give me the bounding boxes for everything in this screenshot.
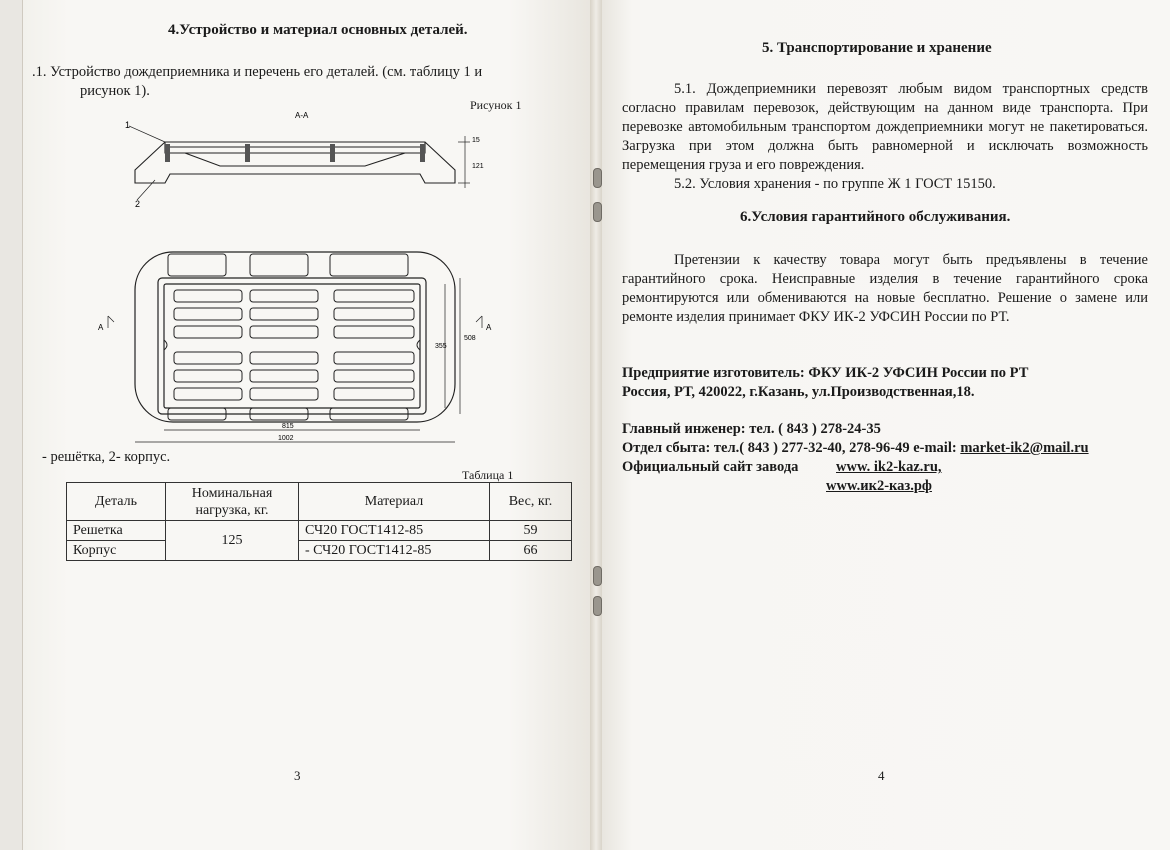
intro-line-1: .1. Устройство дождеприемника и перечень его деталей. (см. таблицу 1 и xyxy=(32,64,483,80)
plan-drawing xyxy=(90,248,510,448)
spec-table xyxy=(66,482,572,561)
left-heading: 4.Устройство и материал основных деталей. xyxy=(168,22,468,38)
figure-legend: - решётка, 2- корпус. xyxy=(42,449,171,465)
header-part: Деталь xyxy=(67,483,166,521)
site-label: Официальный сайт завода xyxy=(622,459,799,475)
dim-top-1: 15 xyxy=(472,137,480,144)
table-header-row xyxy=(67,483,572,521)
maker-line-1: Предприятие изготовитель: ФКУ ИК-2 УФСИН России по РТ xyxy=(622,365,1029,381)
heading-warranty: 6.Условия гарантийного обслуживания. xyxy=(740,209,1011,225)
book-spine xyxy=(590,0,602,850)
header-weight: Вес, кг. xyxy=(490,483,572,521)
paragraph-5-2: 5.2. Условия хранения - по группе Ж 1 ГОСТ 15150. xyxy=(674,176,996,192)
maker-line-2: Россия, РТ, 420022, г.Казань, ул.Производственная,18. xyxy=(622,384,975,400)
cell-weight: 59 xyxy=(490,521,572,541)
frame-outline xyxy=(135,252,455,422)
cell-material: - СЧ20 ГОСТ1412-85 xyxy=(299,541,490,561)
dim-top-2: 121 xyxy=(472,163,484,170)
cell-part: Решетка xyxy=(67,521,166,541)
cell-material: СЧ20 ГОСТ1412-85 xyxy=(299,521,490,541)
cell-weight: 66 xyxy=(490,541,572,561)
sales-contact xyxy=(622,439,1089,458)
intro-line-2: рисунок 1). xyxy=(80,83,150,99)
frame-top-ribs xyxy=(168,254,408,420)
figure-label: Рисунок 1 xyxy=(470,98,522,112)
left-page-number: 3 xyxy=(294,768,301,783)
section-label: А-А xyxy=(295,111,309,120)
chief-engineer-phone: Главный инженер: тел. ( 843 ) 278-24-35 xyxy=(622,421,881,437)
paragraph-5-1: 5.1. Дождеприемники перевозят любым видом транспортных средств согласно правилам перевозок, действующим на данном виде транспорта. При перевозке автомобильным транспортом дождеприемники могут не пакетироваться. Загрузка при этом должна быть равномерной и исключать возможность перемещения груза и его повреждения. xyxy=(622,81,1148,173)
marker-a-left: А xyxy=(98,323,104,332)
dim-inner-width: 815 xyxy=(282,423,294,430)
site-url-1-link[interactable]: www. ik2-kaz.ru, xyxy=(836,459,942,475)
header-material: Материал xyxy=(299,483,490,521)
staple-top-2 xyxy=(593,202,602,222)
callout-1: 1 xyxy=(125,120,131,130)
heading-transport: 5. Транспортирование и хранение xyxy=(762,40,992,56)
section-drawing xyxy=(125,108,485,208)
grate-slots xyxy=(164,290,420,400)
staple-top-1 xyxy=(593,168,602,188)
table-label: Таблица 1 xyxy=(462,468,514,482)
table-row xyxy=(67,541,572,561)
paragraph-6: Претензии к качеству товара могут быть предъявлены в течение гарантийного срока. Неисправные изделия в течение гарантийного срока ремонтируются или обмениваются на новые бесплатно. Решение о замене или ремонте изделия принимает ФКУ ИК-2 УФСИН России по РТ. xyxy=(622,252,1148,325)
header-load: Номинальная нагрузка, кг. xyxy=(166,483,299,521)
cell-part: Корпус xyxy=(67,541,166,561)
staple-bottom-1 xyxy=(593,566,602,586)
cell-load: 125 xyxy=(166,521,299,561)
sales-email-link[interactable]: market-ik2@mail.ru xyxy=(960,440,1089,456)
staple-bottom-2 xyxy=(593,596,602,616)
dim-outer-width: 1002 xyxy=(278,435,294,442)
right-page-number: 4 xyxy=(878,768,885,783)
sales-phones: Отдел сбыта: тел.( 843 ) 277-32-40, 278-96-49 e-mail: xyxy=(622,440,961,456)
dim-outer-height: 508 xyxy=(464,335,476,342)
marker-a-right: А xyxy=(486,323,492,332)
callout-2: 2 xyxy=(135,199,141,208)
site-url-2-link[interactable]: www.ик2-каз.рф xyxy=(826,478,932,494)
dim-inner-height: 355 xyxy=(435,343,447,350)
section-dims xyxy=(129,126,470,200)
table-row xyxy=(67,521,572,541)
section-outline xyxy=(135,142,455,183)
